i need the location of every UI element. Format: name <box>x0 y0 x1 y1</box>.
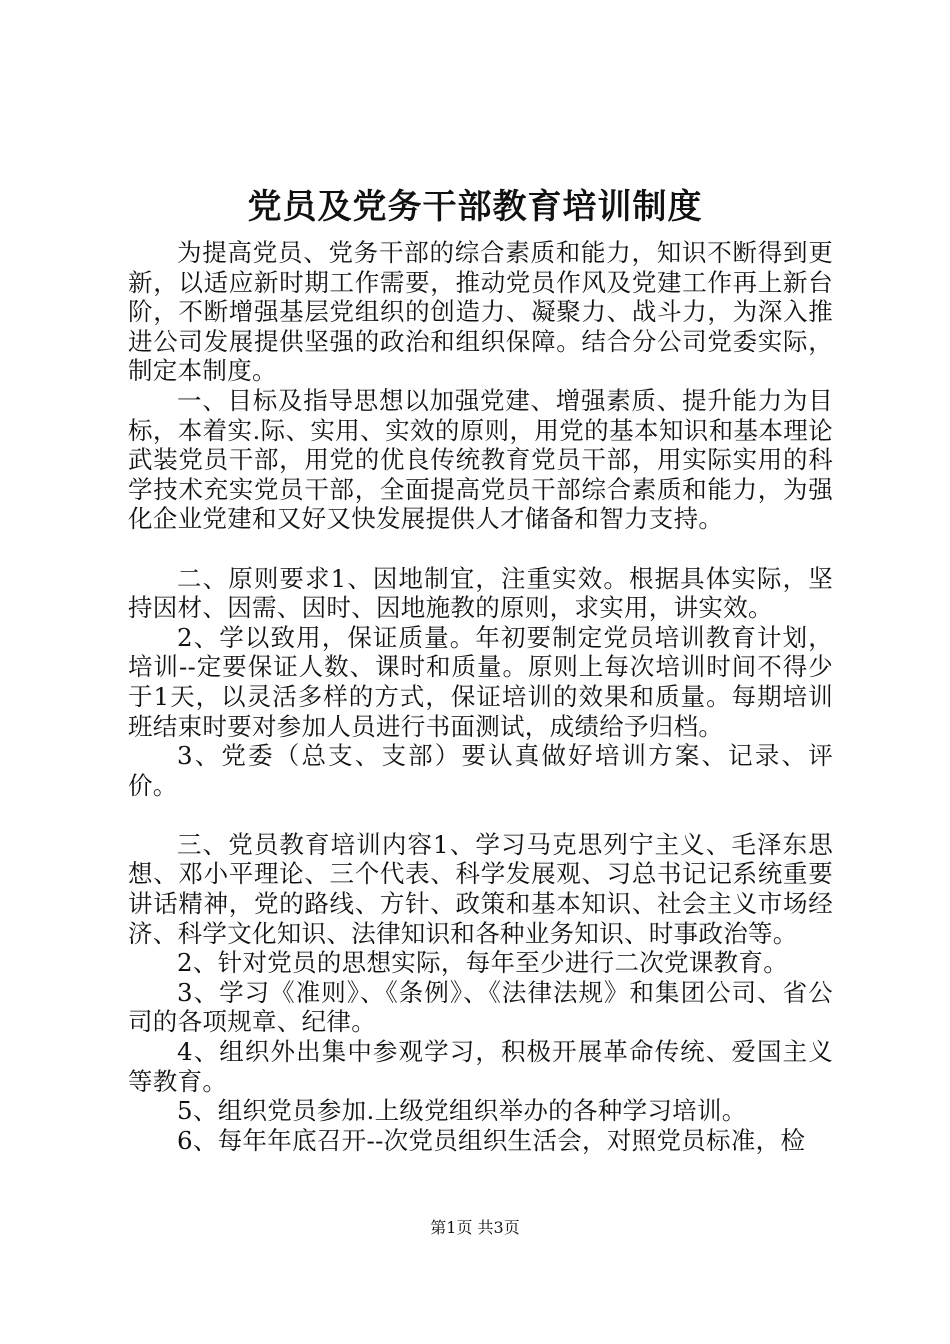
paragraph-section-3-item-4: 4、组织外出集中参观学习，积极开展革命传统、爱国主义等教育。 <box>128 1037 833 1096</box>
paragraph-section-3-item-1: 三、党员教育培训内容1、学习马克思列宁主义、毛泽东思想、邓小平理论、三个代表、科学发展观、习总书记记系统重要讲话精神，党的路线、方针、政策和基本知识、社会主义市场经济、科学文化知识、法律知识和各种业务知识、时事政治等。 <box>128 829 833 948</box>
document-title: 党员及党务干部教育培训制度 <box>247 187 703 227</box>
paragraph-gap <box>128 800 833 830</box>
paragraph-intro: 为提高党员、党务干部的综合素质和能力，知识不断得到更新，以适应新时期工作需要，推动党员作风及党建工作再上新台阶，不断增强基层党组织的创造力、凝聚力、战斗力，为深入推进公司发展提供坚强的政治和组织保障。结合分公司党委实际，制定本制度。 <box>128 238 833 386</box>
page-footer: 第1页 共3页 <box>430 1218 520 1237</box>
paragraph-section-2-item-1: 二、原则要求1、因地制宜，注重实效。根据具体实际，坚持因材、因需、因时、因地施教的原则，求实用，讲实效。 <box>128 563 833 623</box>
paragraph-section-2-item-2: 2、学以致用，保证质量。年初要制定党员培训教育计划，培训--定要保证人数、课时和质量。原则上每次培训时间不得少于1天，以灵活多样的方式，保证培训的效果和质量。每期培训班结束时要对参加人员进行书面测试，成绩给予归档。 <box>128 622 833 741</box>
paragraph-section-3-item-6: 6、每年年底召开--次党员组织生活会，对照党员标准，检 <box>177 1125 806 1155</box>
paragraph-section-1: 一、目标及指导思想以加强党建、增强素质、提升能力为目标，本着实.际、实用、实效的原则，用党的基本知识和基本理论武装党员干部，用党的优良传统教育党员干部，用实际实用的科学技术充实党员干部，全面提高党员干部综合素质和能力，为强化企业党建和又好又快发展提供人才储备和智力支持。 <box>128 385 833 534</box>
paragraph-section-3-item-5: 5、组织党员参加.上级党组织举办的各种学习培训。 <box>177 1096 747 1126</box>
paragraph-section-2-item-3: 3、党委（总支、支部）要认真做好培训方案、记录、评价。 <box>128 741 833 800</box>
paragraph-section-3-item-2: 2、针对党员的思想实际，每年至少进行二次党课教育。 <box>177 948 789 978</box>
paragraph-gap <box>128 534 833 564</box>
document-body <box>128 238 833 1155</box>
paragraph-section-3-item-3: 3、学习《准则》、《条例》、《法律法规》和集团公司、省公司的各项规章、纪律。 <box>128 977 833 1037</box>
